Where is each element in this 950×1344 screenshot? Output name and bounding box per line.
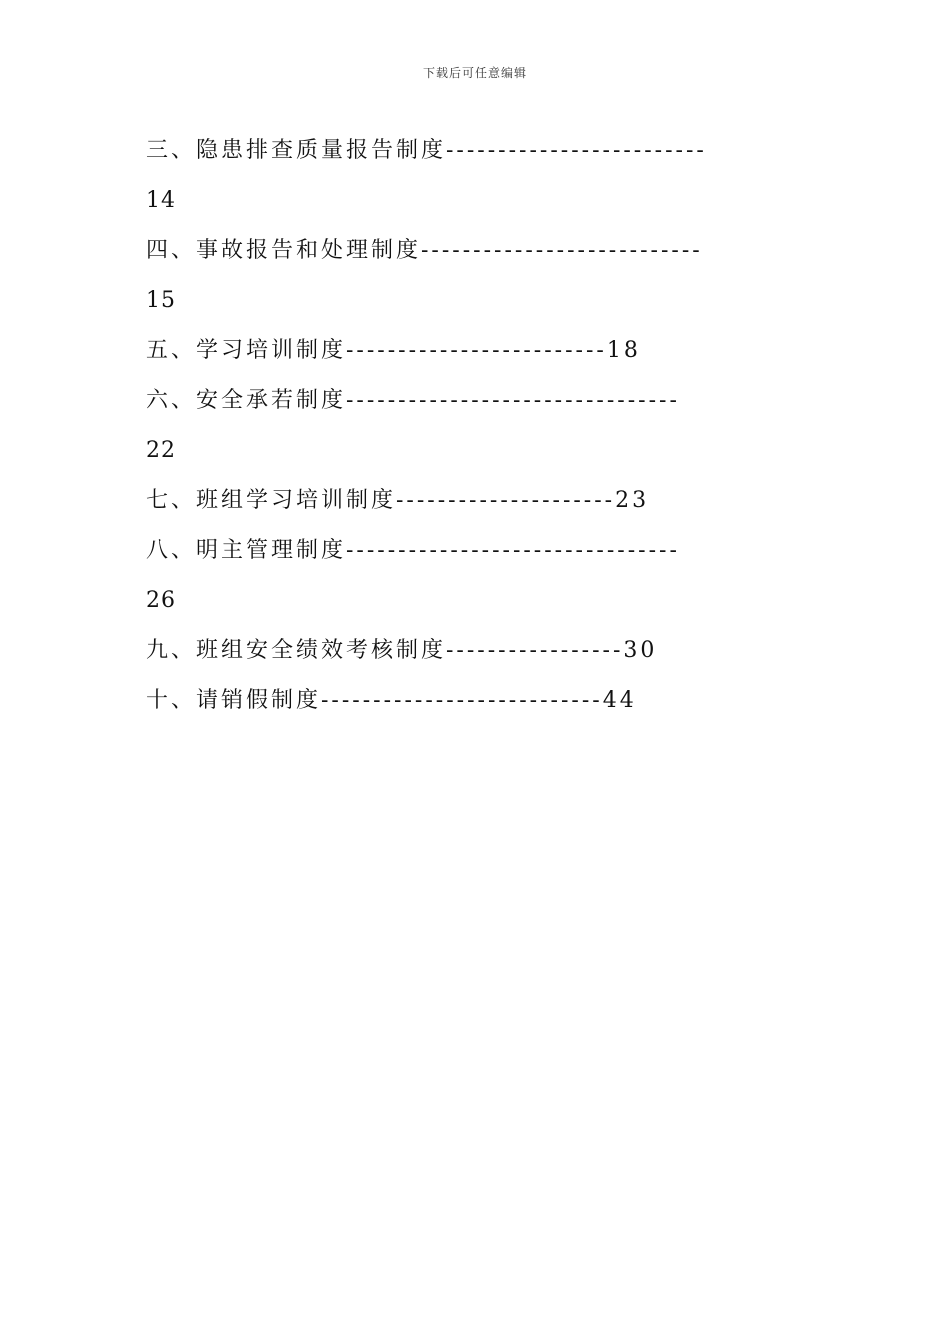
toc-entry-4-page: 15 (146, 288, 176, 313)
toc-entry-5: 五、学习培训制度-------------------------18 (146, 338, 641, 363)
table-of-contents (146, 126, 810, 726)
toc-entry-7: 七、班组学习培训制度---------------------23 (146, 488, 650, 513)
toc-entry-3: 三、隐患排查质量报告制度------------------------- (146, 138, 707, 163)
toc-entry-9: 九、班组安全绩效考核制度-----------------30 (146, 638, 658, 663)
toc-entry-6: 六、安全承若制度-------------------------------- (146, 388, 680, 413)
toc-entry-10: 十、请销假制度---------------------------44 (146, 688, 637, 713)
toc-entry-8-page: 26 (146, 588, 176, 613)
toc-entry-4: 四、事故报告和处理制度--------------------------- (146, 238, 703, 263)
toc-entry-3-page: 14 (146, 188, 176, 213)
toc-entry-6-page: 22 (146, 438, 176, 463)
page-header: 下载后可任意编辑 (422, 66, 527, 80)
toc-entry-8: 八、明主管理制度-------------------------------- (146, 538, 680, 563)
